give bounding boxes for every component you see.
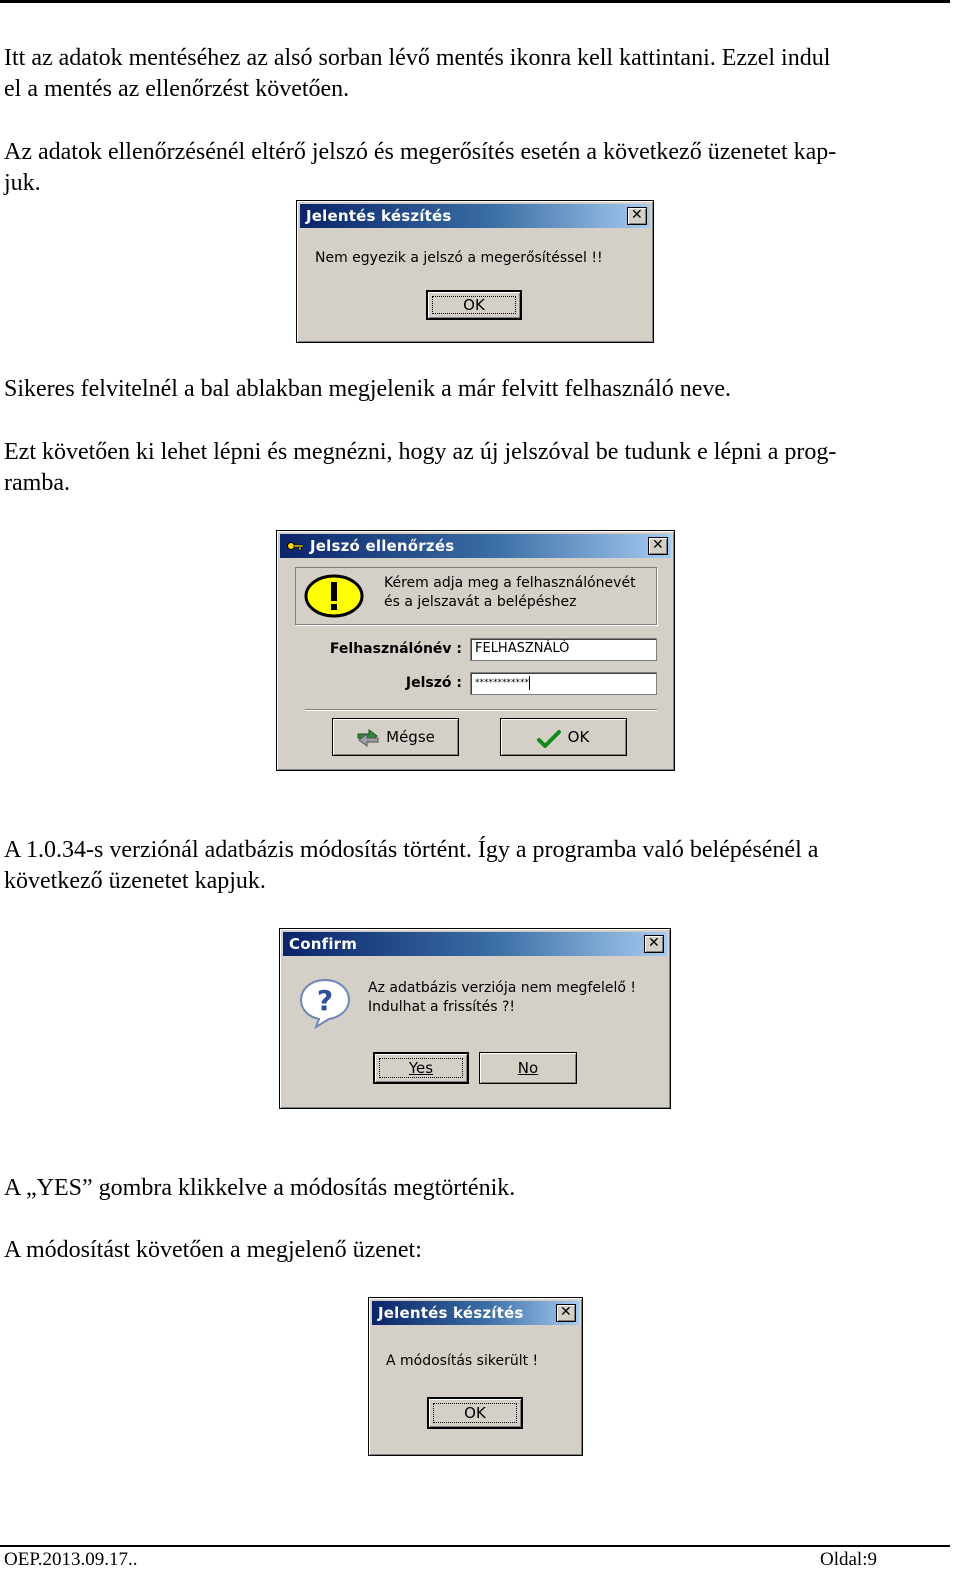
no-button-label: No	[517, 1059, 539, 1077]
paragraph-yes-instruction: A „YES” gombra klikkelve a módosítás megtörténik.	[4, 1175, 516, 1201]
confirm-dialog-title: Confirm	[289, 935, 358, 953]
close-icon[interactable]: ✕	[627, 207, 647, 225]
username-label: Felhasználónév :	[329, 641, 462, 657]
close-icon[interactable]: ✕	[556, 1304, 576, 1322]
ok-button[interactable]	[427, 291, 521, 319]
close-icon[interactable]: ✕	[644, 935, 664, 953]
login-ok-button-label: OK	[567, 728, 590, 746]
footer-rule	[0, 1545, 950, 1547]
question-glyph: ?	[316, 984, 334, 1017]
close-icon[interactable]: ✕	[648, 537, 668, 555]
question-icon	[298, 977, 352, 1029]
info-panel	[295, 567, 657, 625]
success-dialog-title: Jelentés készítés	[378, 1304, 524, 1322]
password-label: Jelszó :	[405, 675, 462, 691]
paragraph-success-info: Sikeres felvitelnél a bal ablakban megjelenik a már felvitt felhasználó neve.	[4, 376, 732, 402]
login-dialog	[276, 530, 675, 771]
confirm-dialog-message: Az adatbázis verziója nem megfelelő ! Indulhat a frissítés ?!	[368, 980, 637, 1015]
no-button[interactable]	[479, 1052, 577, 1084]
password-value: ************	[475, 678, 529, 688]
paragraph-db-change: A 1.0.34-s verziónál adatbázis módosítás történt. Így a programba való belépésénél a következő üzenetet kapjuk.	[4, 837, 819, 894]
ok-button-label: OK	[463, 296, 485, 314]
login-dialog-title: Jelszó ellenőrzés	[310, 537, 455, 555]
yes-button-label: Yes	[408, 1059, 434, 1077]
paragraph-relogin-info: Ezt követően ki lehet lépni és megnézni, hogy az új jelszóval be tudunk e lépni a prog- ramba.	[4, 439, 837, 496]
paragraph-after-modification: A módosítást követően a megjelenő üzenet:	[4, 1237, 422, 1263]
top-rule	[0, 0, 950, 3]
text-cursor	[529, 676, 530, 690]
success-ok-button[interactable]	[428, 1398, 522, 1428]
checkmark-icon	[537, 730, 561, 748]
login-ok-button[interactable]	[500, 718, 627, 756]
separator	[305, 709, 657, 711]
warning-icon	[304, 574, 364, 618]
cancel-arrows-icon	[355, 728, 381, 748]
footer-date: OEP.2013.09.17..	[4, 1549, 138, 1570]
key-icon	[286, 538, 304, 554]
confirm-dialog-titlebar	[283, 932, 667, 956]
login-dialog-message: Kérem adja meg a felhasználónevét és a jelszavát a belépéshez	[384, 575, 636, 610]
cancel-button[interactable]	[332, 718, 459, 756]
footer-page-number: Oldal:9	[820, 1549, 877, 1570]
paragraph-mismatch-intro: Az adatok ellenőrzésénél eltérő jelszó és megerősítés esetén a következő üzenetet kap- juk.	[4, 139, 837, 196]
mismatch-dialog-title: Jelentés készítés	[306, 207, 452, 225]
success-dialog-titlebar	[372, 1301, 579, 1325]
login-dialog-titlebar	[280, 534, 671, 558]
mismatch-dialog-message: Nem egyezik a jelszó a megerősítéssel !!	[315, 250, 603, 266]
success-ok-button-label: OK	[464, 1404, 486, 1422]
success-dialog	[368, 1297, 583, 1456]
mismatch-dialog	[296, 200, 654, 343]
cancel-button-label: Mégse	[386, 728, 435, 746]
mismatch-dialog-titlebar	[300, 204, 650, 228]
paragraph-save-instructions: Itt az adatok mentéséhez az alsó sorban lévő mentés ikonra kell kattintani. Ezzel indul el a mentés az ellenőrzést követően.	[4, 45, 831, 102]
success-dialog-message: A módosítás sikerült !	[386, 1353, 539, 1369]
confirm-dialog	[279, 928, 671, 1109]
password-field[interactable]	[470, 672, 657, 695]
yes-button[interactable]	[374, 1053, 468, 1083]
username-field[interactable]: FELHASZNÁLÓ	[470, 638, 657, 661]
